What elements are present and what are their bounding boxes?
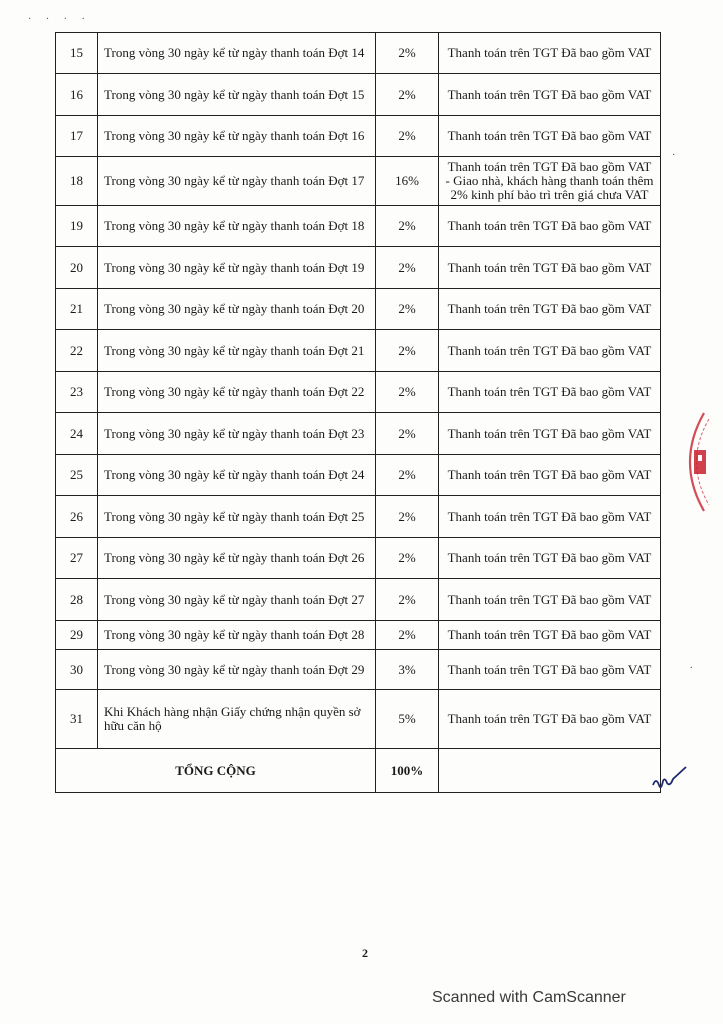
row-percentage: 2% xyxy=(376,74,439,116)
row-percentage: 2% xyxy=(376,455,439,496)
row-percentage: 2% xyxy=(376,33,439,74)
row-note: Thanh toán trên TGT Đã bao gồm VAT xyxy=(439,74,661,116)
table-row xyxy=(56,538,661,579)
row-percentage: 2% xyxy=(376,579,439,621)
company-stamp-icon xyxy=(672,405,712,520)
row-note: Thanh toán trên TGT Đã bao gồm VAT xyxy=(439,455,661,496)
scan-artifact-dot: . xyxy=(690,660,693,671)
row-note: Thanh toán trên TGT Đã bao gồm VAT xyxy=(439,650,661,690)
table-row xyxy=(56,690,661,749)
row-number: 23 xyxy=(56,372,98,413)
row-note: Thanh toán trên TGT Đã bao gồm VAT xyxy=(439,330,661,372)
table-row xyxy=(56,116,661,157)
row-number: 21 xyxy=(56,289,98,330)
table-row xyxy=(56,247,661,289)
row-percentage: 2% xyxy=(376,496,439,538)
row-number: 27 xyxy=(56,538,98,579)
row-description: Trong vòng 30 ngày kể từ ngày thanh toán Đợt 18 xyxy=(98,206,376,247)
row-description: Trong vòng 30 ngày kể từ ngày thanh toán Đợt 22 xyxy=(98,372,376,413)
payment-schedule-body xyxy=(56,33,661,793)
payment-schedule-table xyxy=(55,32,661,793)
scan-artifact-dot: · xyxy=(672,150,676,161)
row-percentage: 2% xyxy=(376,538,439,579)
page-number: 2 xyxy=(362,946,368,960)
row-note: Thanh toán trên TGT Đã bao gồm VAT xyxy=(439,690,661,749)
row-number: 30 xyxy=(56,650,98,690)
table-row xyxy=(56,206,661,247)
row-description: Trong vòng 30 ngày kể từ ngày thanh toán Đợt 17 xyxy=(98,157,376,206)
table-row xyxy=(56,413,661,455)
row-note: Thanh toán trên TGT Đã bao gồm VAT xyxy=(439,579,661,621)
row-number: 31 xyxy=(56,690,98,749)
row-description: Trong vòng 30 ngày kể từ ngày thanh toán Đợt 19 xyxy=(98,247,376,289)
row-description: Trong vòng 30 ngày kể từ ngày thanh toán Đợt 20 xyxy=(98,289,376,330)
total-label: TỔNG CỘNG xyxy=(56,749,376,793)
row-description: Trong vòng 30 ngày kể từ ngày thanh toán Đợt 26 xyxy=(98,538,376,579)
row-note: Thanh toán trên TGT Đã bao gồm VAT xyxy=(439,116,661,157)
row-description: Trong vòng 30 ngày kể từ ngày thanh toán Đợt 21 xyxy=(98,330,376,372)
table-row xyxy=(56,330,661,372)
row-description: Khi Khách hàng nhận Giấy chứng nhận quyền sở hữu căn hộ xyxy=(98,690,376,749)
row-note: Thanh toán trên TGT Đã bao gồm VAT xyxy=(439,372,661,413)
total-row xyxy=(56,749,661,793)
table-row xyxy=(56,496,661,538)
table-row xyxy=(56,157,661,206)
row-note: Thanh toán trên TGT Đã bao gồm VAT xyxy=(439,206,661,247)
row-note: Thanh toán trên TGT Đã bao gồm VAT xyxy=(439,33,661,74)
table-row xyxy=(56,621,661,650)
row-note: Thanh toán trên TGT Đã bao gồm VAT xyxy=(439,538,661,579)
scan-artifact-dots: · · · · xyxy=(28,14,91,25)
row-number: 29 xyxy=(56,621,98,650)
row-note: Thanh toán trên TGT Đã bao gồm VAT xyxy=(439,496,661,538)
table-row xyxy=(56,33,661,74)
row-number: 15 xyxy=(56,33,98,74)
table-row xyxy=(56,74,661,116)
row-description: Trong vòng 30 ngày kể từ ngày thanh toán Đợt 24 xyxy=(98,455,376,496)
row-percentage: 2% xyxy=(376,330,439,372)
row-percentage: 2% xyxy=(376,247,439,289)
row-description: Trong vòng 30 ngày kể từ ngày thanh toán Đợt 15 xyxy=(98,74,376,116)
row-number: 20 xyxy=(56,247,98,289)
row-percentage: 2% xyxy=(376,621,439,650)
row-number: 22 xyxy=(56,330,98,372)
row-percentage: 2% xyxy=(376,372,439,413)
total-percentage: 100% xyxy=(376,749,439,793)
signature-icon xyxy=(650,765,690,795)
row-description: Trong vòng 30 ngày kể từ ngày thanh toán Đợt 14 xyxy=(98,33,376,74)
row-note: Thanh toán trên TGT Đã bao gồm VAT xyxy=(439,247,661,289)
row-percentage: 2% xyxy=(376,413,439,455)
row-percentage: 16% xyxy=(376,157,439,206)
total-note xyxy=(439,749,661,793)
row-note: Thanh toán trên TGT Đã bao gồm VAT - Giao nhà, khách hàng thanh toán thêm 2% kinh phí bảo trì trên giá chưa VAT xyxy=(439,157,661,206)
row-description: Trong vòng 30 ngày kể từ ngày thanh toán Đợt 23 xyxy=(98,413,376,455)
row-percentage: 2% xyxy=(376,116,439,157)
row-description: Trong vòng 30 ngày kể từ ngày thanh toán Đợt 28 xyxy=(98,621,376,650)
row-number: 17 xyxy=(56,116,98,157)
row-number: 25 xyxy=(56,455,98,496)
row-description: Trong vòng 30 ngày kể từ ngày thanh toán Đợt 27 xyxy=(98,579,376,621)
row-number: 18 xyxy=(56,157,98,206)
row-note: Thanh toán trên TGT Đã bao gồm VAT xyxy=(439,413,661,455)
row-note: Thanh toán trên TGT Đã bao gồm VAT xyxy=(439,621,661,650)
row-number: 26 xyxy=(56,496,98,538)
row-percentage: 5% xyxy=(376,690,439,749)
row-note: Thanh toán trên TGT Đã bao gồm VAT xyxy=(439,289,661,330)
row-description: Trong vòng 30 ngày kể từ ngày thanh toán Đợt 16 xyxy=(98,116,376,157)
row-number: 19 xyxy=(56,206,98,247)
camscanner-watermark: Scanned with CamScanner xyxy=(432,989,626,1006)
table-row xyxy=(56,579,661,621)
table-row xyxy=(56,650,661,690)
row-description: Trong vòng 30 ngày kể từ ngày thanh toán Đợt 25 xyxy=(98,496,376,538)
row-number: 16 xyxy=(56,74,98,116)
row-percentage: 2% xyxy=(376,289,439,330)
row-number: 24 xyxy=(56,413,98,455)
table-row xyxy=(56,289,661,330)
row-percentage: 3% xyxy=(376,650,439,690)
table-row xyxy=(56,455,661,496)
row-description: Trong vòng 30 ngày kể từ ngày thanh toán Đợt 29 xyxy=(98,650,376,690)
row-percentage: 2% xyxy=(376,206,439,247)
table-row xyxy=(56,372,661,413)
row-number: 28 xyxy=(56,579,98,621)
